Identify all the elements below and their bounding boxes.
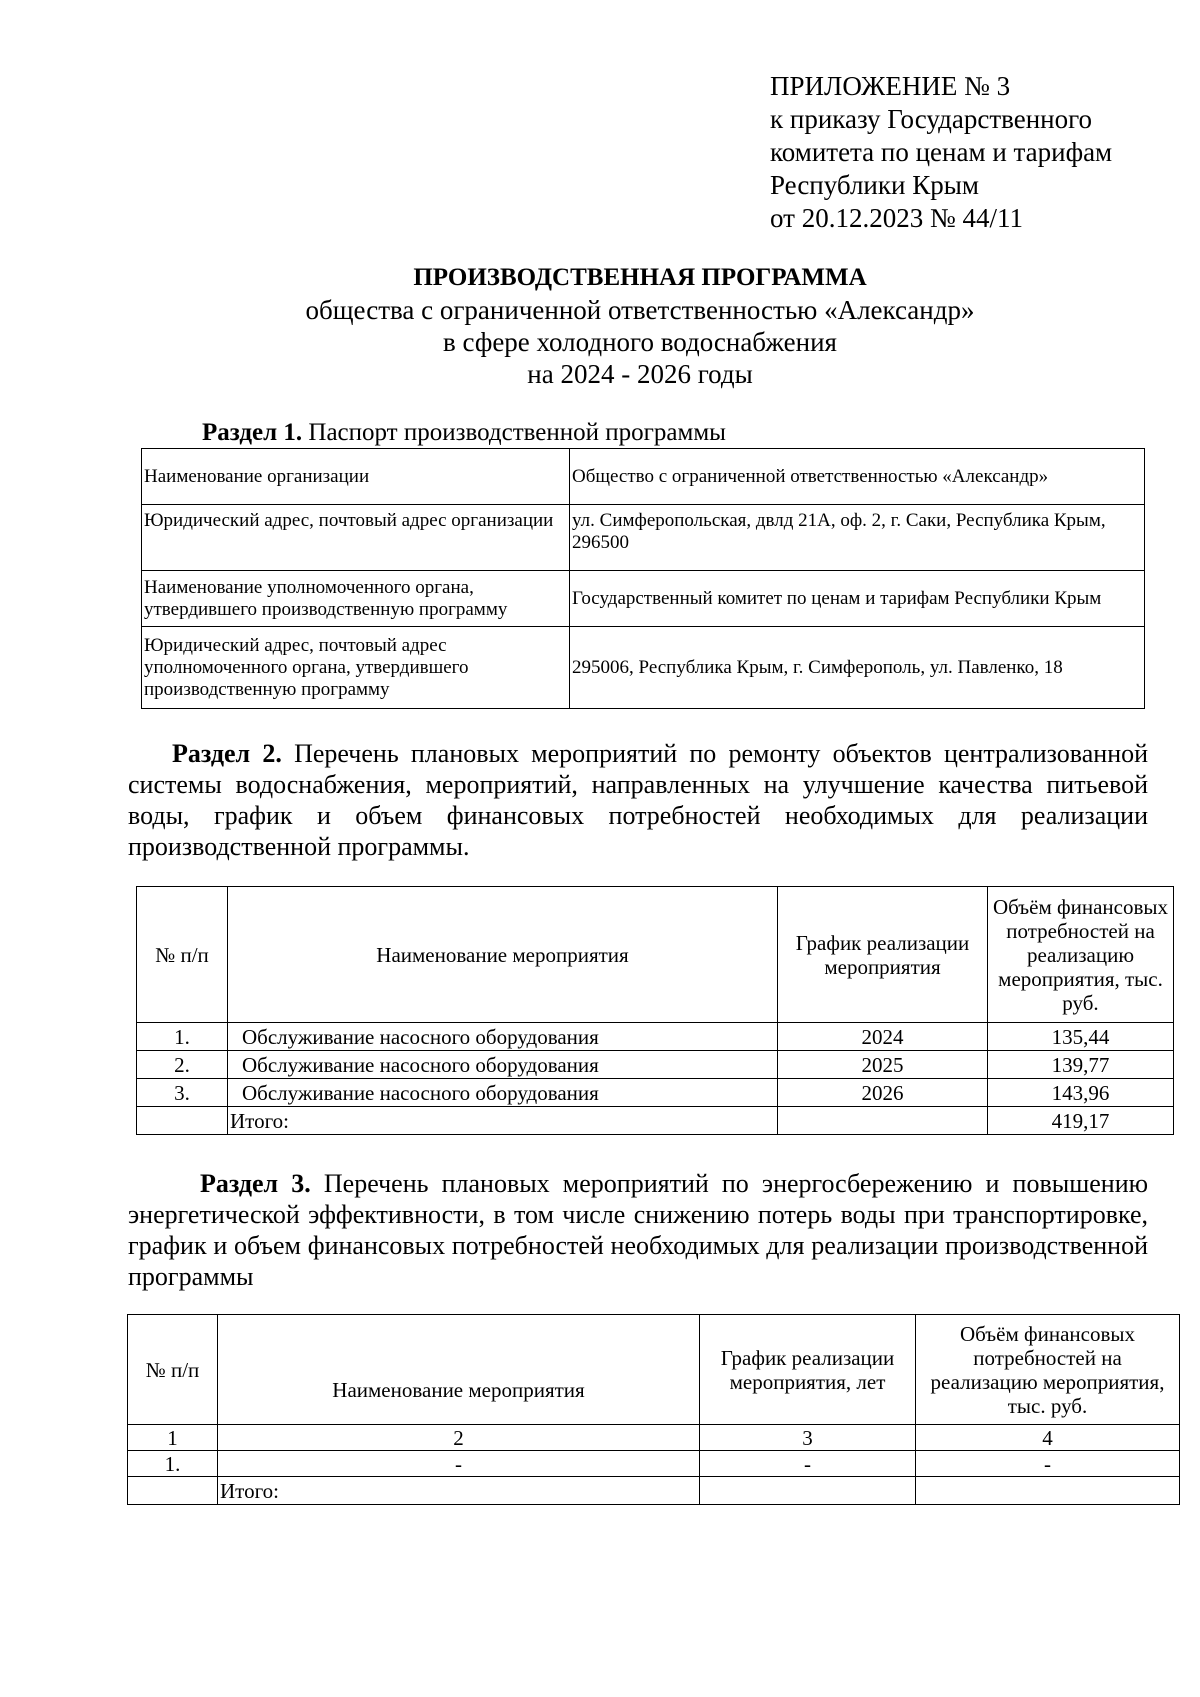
section3-paragraph: [128, 1168, 1148, 1292]
appendix-republic-line: Республики Крым: [770, 170, 979, 200]
total-label: Итого:: [218, 1477, 700, 1505]
section1-heading: [202, 418, 726, 448]
table-row: [137, 1023, 1174, 1051]
column-number-row: [128, 1425, 1180, 1451]
passport-value: Общество с ограниченной ответственностью «Александр»: [570, 449, 1145, 505]
header-name: Наименование мероприятия: [228, 887, 778, 1023]
row-number: 3.: [137, 1079, 228, 1107]
title-organization: общества с ограниченной ответственностью «Александр»: [305, 295, 975, 325]
appendix-order-line: к приказу Государственного: [770, 104, 1093, 134]
section1-label: Раздел 1.: [202, 419, 303, 446]
passport-value: ул. Симферопольская, двлд 21А, оф. 2, г. Саки, Республика Крым, 296500: [570, 505, 1145, 571]
row-number: 1.: [137, 1023, 228, 1051]
table-header-row: [128, 1315, 1180, 1425]
column-number: 3: [700, 1425, 916, 1451]
table-row: [137, 1079, 1174, 1107]
table-row: [142, 627, 1145, 709]
passport-table: [141, 448, 1145, 709]
title-sphere: в сфере холодного водоснабжения: [443, 327, 837, 357]
header-amount: Объём финансовых потребностей на реализацию мероприятия, тыс. руб.: [916, 1315, 1180, 1425]
header-schedule: График реализации мероприятия: [778, 887, 988, 1023]
row-name: Обслуживание насосного оборудования: [228, 1079, 778, 1107]
row-amount: 143,96: [988, 1079, 1174, 1107]
row-amount: 139,77: [988, 1051, 1174, 1079]
section1-title: Паспорт производственной программы: [308, 419, 726, 446]
title-years: на 2024 - 2026 годы: [527, 359, 753, 389]
section3-label: Раздел 3.: [200, 1169, 311, 1198]
row-year: 2025: [778, 1051, 988, 1079]
table-header-row: [137, 887, 1174, 1023]
section3-text: Перечень плановых мероприятий по энергосбережению и повышению энергетической эффективности, в том числе снижению потерь воды при транспортировке, график и объем финансовых потребностей необходимых для реализации производственной программы: [128, 1169, 1149, 1291]
passport-value: 295006, Республика Крым, г. Симферополь, ул. Павленко, 18: [570, 627, 1145, 709]
section2-label: Раздел 2.: [172, 739, 282, 768]
title-main: ПРОИЗВОДСТВЕННАЯ ПРОГРАММА: [413, 264, 867, 291]
column-number: 4: [916, 1425, 1180, 1451]
header-number: № п/п: [137, 887, 228, 1023]
row-year: -: [700, 1451, 916, 1477]
row-number: 1.: [128, 1451, 218, 1477]
section3-table: [127, 1314, 1180, 1505]
appendix-date-line: от 20.12.2023 № 44/11: [770, 203, 1023, 233]
header-name: Наименование мероприятия: [218, 1315, 700, 1425]
total-label: Итого:: [228, 1107, 778, 1135]
section2-paragraph: [128, 738, 1148, 862]
total-value: 419,17: [988, 1107, 1174, 1135]
table-row: [142, 505, 1145, 571]
row-name: Обслуживание насосного оборудования: [228, 1023, 778, 1051]
row-number: 2.: [137, 1051, 228, 1079]
row-year: 2026: [778, 1079, 988, 1107]
column-number: 1: [128, 1425, 218, 1451]
row-amount: 135,44: [988, 1023, 1174, 1051]
row-amount: -: [916, 1451, 1180, 1477]
section2-text: Перечень плановых мероприятий по ремонту объектов централизованной системы водоснабжения, мероприятий, направленных на улучшение качества питьевой воды, график и объем финансовых потребностей необходимых для реализации производственной программы.: [128, 739, 1149, 861]
row-name: Обслуживание насосного оборудования: [228, 1051, 778, 1079]
column-number: 2: [218, 1425, 700, 1451]
table-total-row: [128, 1477, 1180, 1505]
passport-key: Наименование уполномоченного органа, утвердившего производственную программу: [142, 571, 570, 627]
passport-value: Государственный комитет по ценам и тарифам Республики Крым: [570, 571, 1145, 627]
passport-key: Юридический адрес, почтовый адрес уполномоченного органа, утвердившего производственную программу: [142, 627, 570, 709]
row-name: -: [218, 1451, 700, 1477]
table-row: [128, 1451, 1180, 1477]
appendix-committee-line: комитета по ценам и тарифам: [770, 137, 1113, 167]
table-total-row: [137, 1107, 1174, 1135]
passport-key: Юридический адрес, почтовый адрес организации: [142, 505, 570, 571]
table-row: [137, 1051, 1174, 1079]
table-row: [142, 571, 1145, 627]
appendix-header: [770, 70, 1112, 235]
section2-table: [136, 886, 1174, 1135]
row-year: 2024: [778, 1023, 988, 1051]
passport-key: Наименование организации: [142, 449, 570, 505]
document-title: [130, 262, 1150, 390]
header-number: № п/п: [128, 1315, 218, 1425]
header-schedule: График реализации мероприятия, лет: [700, 1315, 916, 1425]
appendix-number: ПРИЛОЖЕНИЕ № 3: [770, 71, 1011, 101]
header-amount: Объём финансовых потребностей на реализацию мероприятия, тыс. руб.: [988, 887, 1174, 1023]
table-row: [142, 449, 1145, 505]
